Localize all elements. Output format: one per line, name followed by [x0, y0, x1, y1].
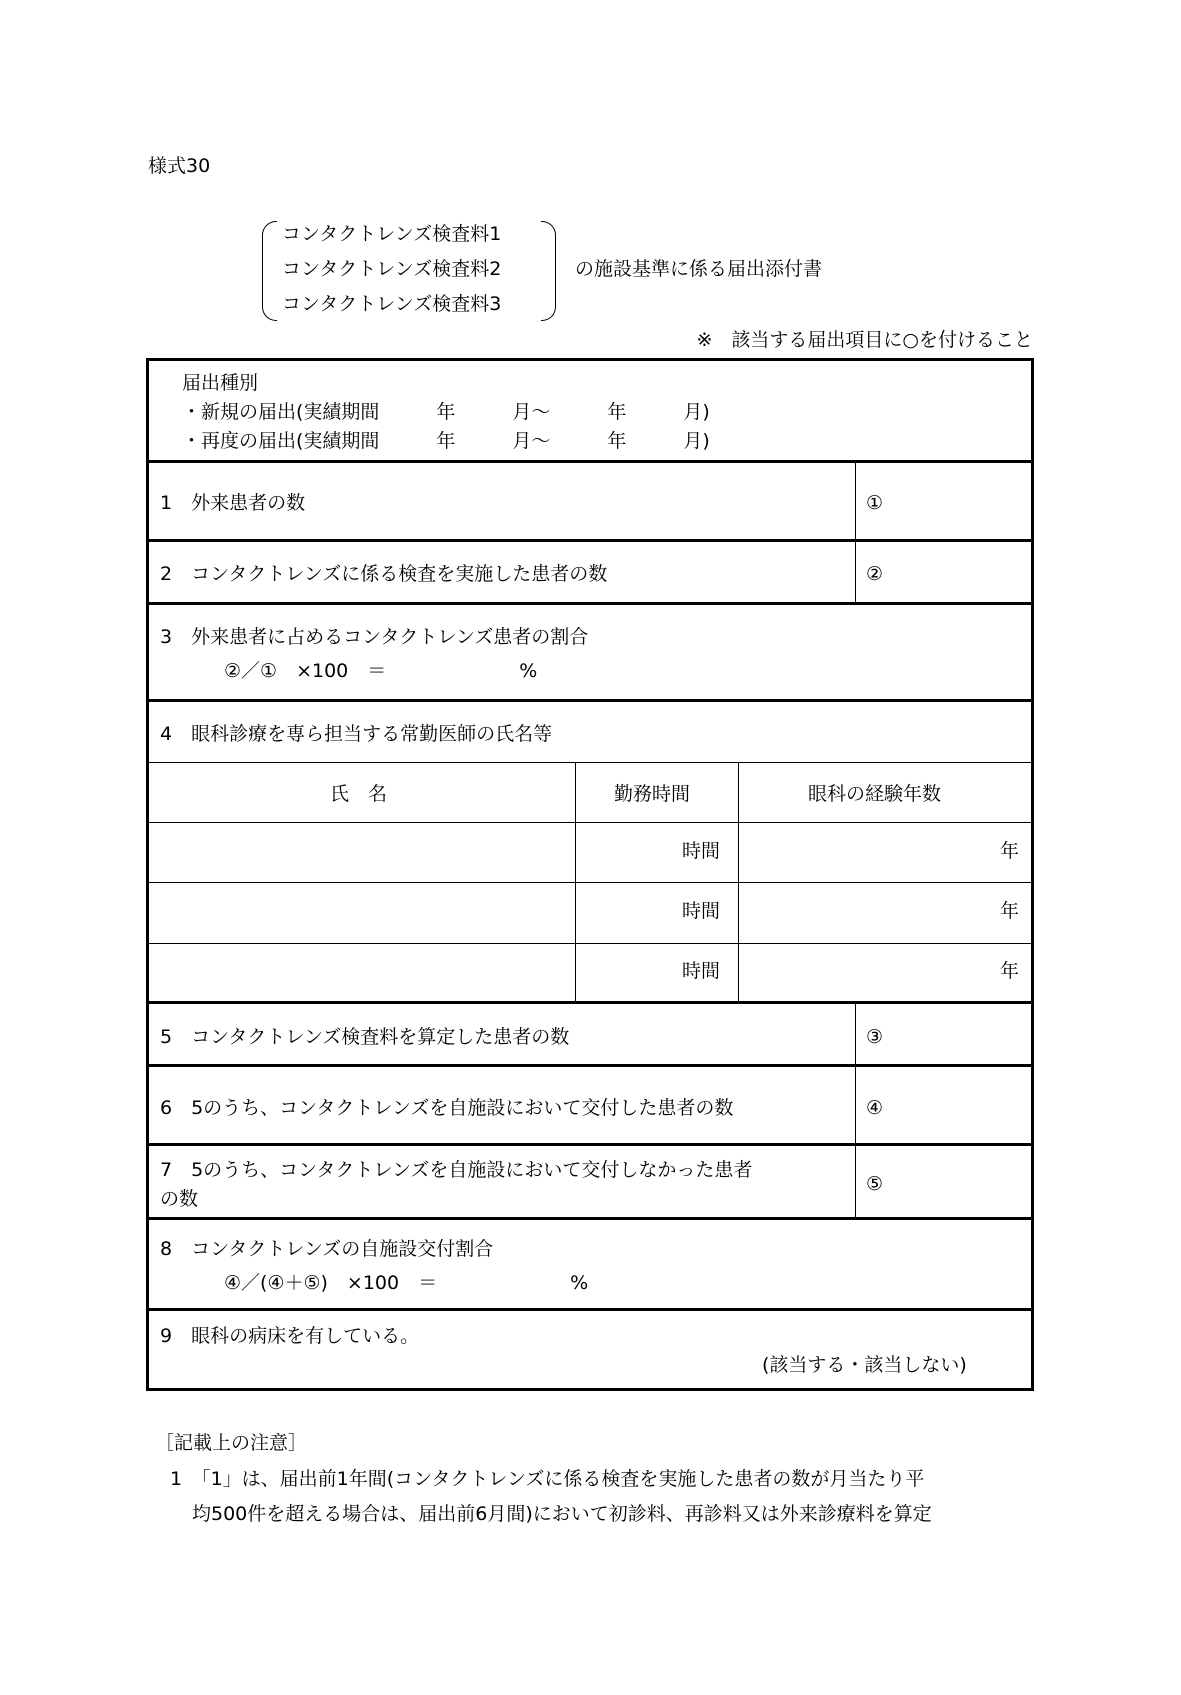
item-3-formula: ②／① ×100 ＝ % [224, 660, 538, 682]
item-5-label: 5 コンタクトレンズ検査料を算定した患者の数 [160, 1026, 570, 1048]
item-6-label: 6 5のうち、コンタクトレンズを自施設において交付した患者の数 [160, 1097, 734, 1119]
row-divider [147, 943, 1033, 944]
row-divider [147, 762, 1033, 763]
row-divider [147, 539, 1033, 542]
right-brace [541, 221, 556, 321]
doctor-years: 年 [1000, 900, 1020, 922]
item-1-label: 1 外来患者の数 [160, 492, 306, 514]
row-divider [147, 460, 1033, 463]
table-left-border [146, 358, 149, 1391]
header-hours: 勤務時間 [614, 783, 691, 805]
doctor-years: 年 [1000, 840, 1020, 862]
table-bottom-border [147, 1388, 1033, 1391]
row-divider [147, 602, 1033, 605]
item-9-choice: (該当する・該当しない) [762, 1354, 967, 1376]
row-divider [147, 1217, 1033, 1220]
item-8-formula: ④／(④＋⑤) ×100 ＝ % [224, 1272, 589, 1294]
notes-heading: ［記載上の注意］ [155, 1432, 308, 1454]
doctor-hours: 時間 [682, 960, 721, 982]
item-7-label: 7 5のうち、コンタクトレンズを自施設において交付しなかった患者 [160, 1159, 753, 1181]
item-7-mark: ⑤ [866, 1173, 884, 1195]
item-5-mark: ③ [866, 1026, 884, 1048]
row-divider [147, 1308, 1033, 1311]
note-mark: ※ 該当する届出項目に○を付けること [696, 329, 1033, 351]
row-divider [147, 1064, 1033, 1067]
col-divider [575, 762, 576, 1002]
col-divider [855, 461, 856, 602]
notes-line-1: 1 「1」は、届出前1年間(コンタクトレンズに係る検査を実施した患者の数が月当たり平 [170, 1468, 925, 1490]
table-right-border [1031, 358, 1034, 1391]
title-option-1: コンタクトレンズ検査料1 [282, 223, 502, 245]
title-suffix: の施設基準に係る届出添付書 [575, 258, 823, 280]
notification-heading: 届出種別 [182, 372, 259, 394]
doctor-hours: 時間 [682, 900, 721, 922]
row-divider [147, 699, 1033, 702]
col-divider [855, 1002, 856, 1217]
item-9-label: 9 眼科の病床を有している。 [160, 1325, 420, 1347]
row-divider [147, 822, 1033, 823]
item-3-label: 3 外来患者に占めるコンタクトレンズ患者の割合 [160, 626, 589, 648]
item-8-label: 8 コンタクトレンズの自施設交付割合 [160, 1238, 494, 1260]
row-divider [147, 1143, 1033, 1146]
row-divider [147, 358, 1033, 361]
form-number: 様式30 [148, 155, 211, 177]
item-4-label: 4 眼科診療を専ら担当する常勤医師の氏名等 [160, 723, 553, 745]
row-divider [147, 1001, 1033, 1004]
title-option-3: コンタクトレンズ検査料3 [282, 293, 502, 315]
left-brace [262, 221, 277, 321]
doctor-hours: 時間 [682, 840, 721, 862]
title-option-2: コンタクトレンズ検査料2 [282, 258, 502, 280]
item-2-mark: ② [866, 563, 884, 585]
notification-new: ・新規の届出(実績期間 年 月～ 年 月) [182, 401, 710, 423]
item-2-label: 2 コンタクトレンズに係る検査を実施した患者の数 [160, 563, 608, 585]
header-years: 眼科の経験年数 [808, 783, 942, 805]
notification-renewal: ・再度の届出(実績期間 年 月～ 年 月) [182, 430, 710, 452]
item-6-mark: ④ [866, 1097, 884, 1119]
item-7-label-cont: の数 [160, 1188, 199, 1210]
item-1-mark: ① [866, 492, 884, 514]
notes-line-2: 均500件を超える場合は、届出前6月間)において初診料、再診料又は外来診療料を算定 [192, 1503, 932, 1525]
row-divider [147, 882, 1033, 883]
doctor-years: 年 [1000, 960, 1020, 982]
col-divider [738, 762, 739, 1002]
header-name: 氏 名 [330, 783, 388, 805]
